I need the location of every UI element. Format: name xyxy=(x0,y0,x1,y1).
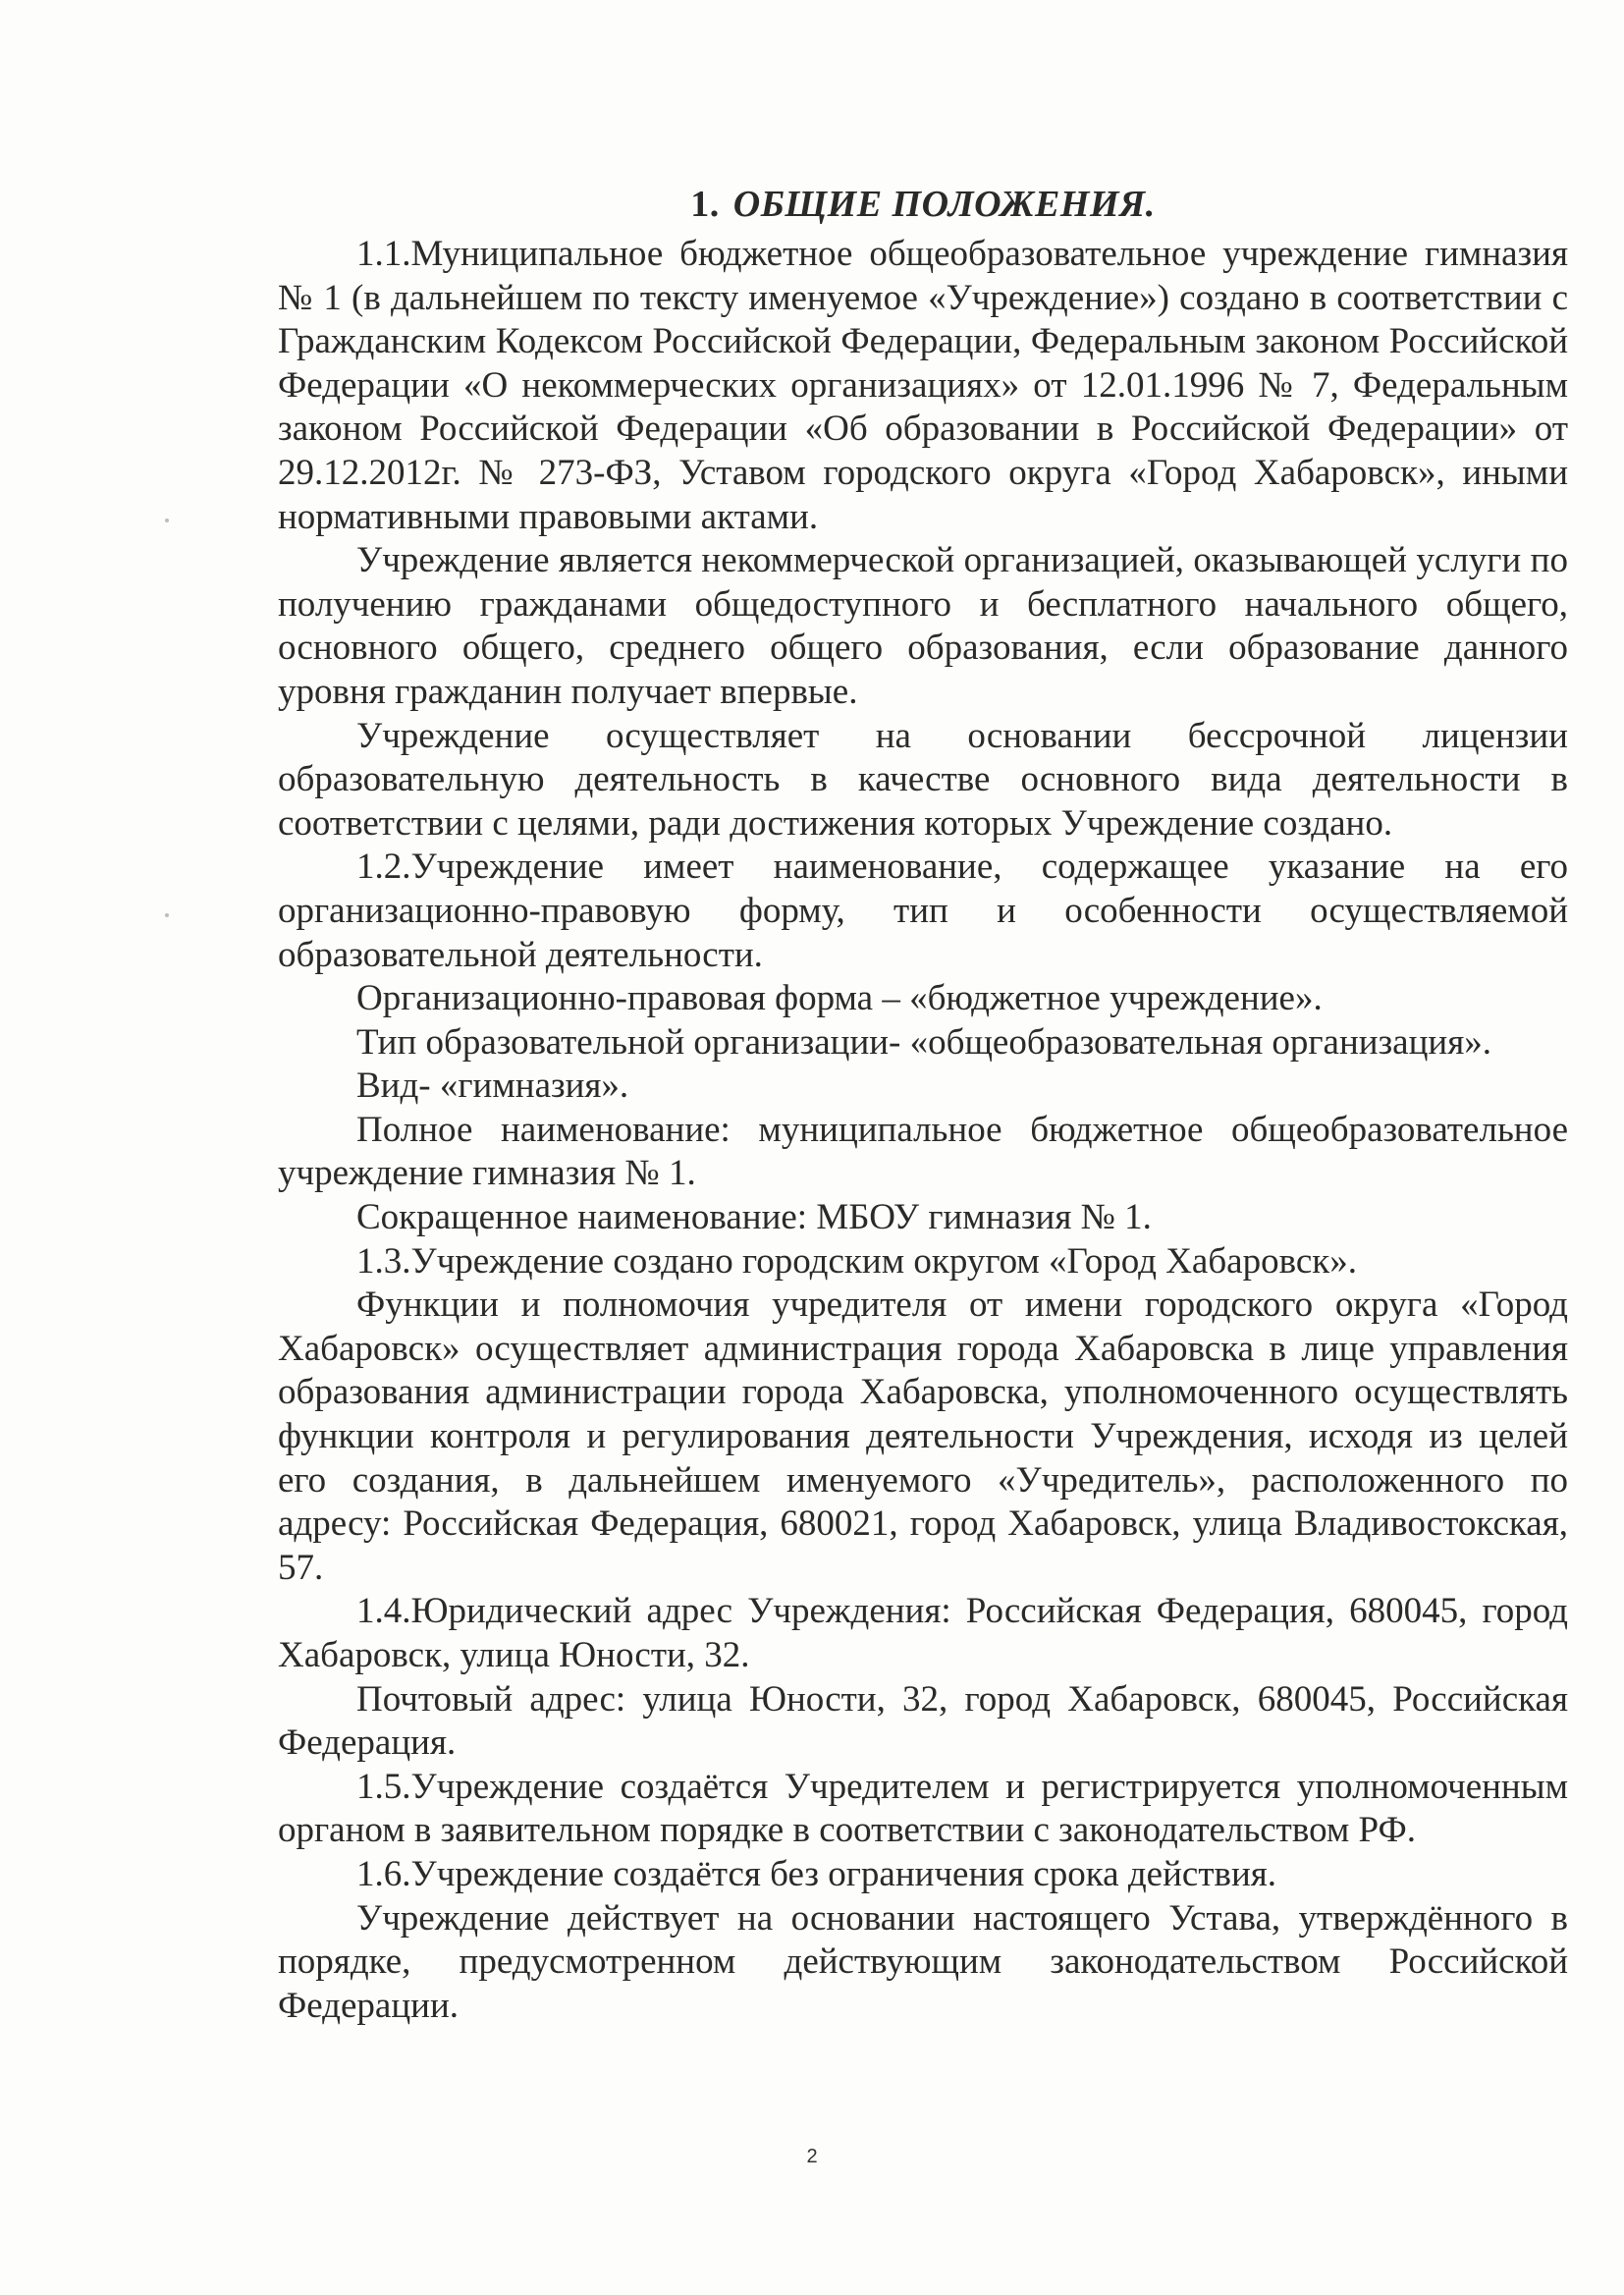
paragraph-short-name: Сокращенное наименование: МБОУ гимназия № 1. xyxy=(356,1197,1152,1238)
paragraph-org-type: Тип образовательной организации- «общеобразовательная организация». xyxy=(356,1021,1491,1063)
paragraph-legal-form: Организационно-правовая форма – «бюджетное учреждение». xyxy=(356,978,1323,1019)
paragraph-1-3: 1.3.Учреждение создано городским округом «Город Хабаровск». xyxy=(356,1240,1357,1282)
paragraph-license: Учреждение осуществляет на основании бессрочной лицензии образовательную деятельность в качестве основного вида деятельности в соответствии с целями, ради достижения которых Учреждение создано. xyxy=(278,715,1568,844)
paragraph-full-name: Полное наименование: муниципальное бюджетное общеобразовательное учреждение гимназия № 1. xyxy=(278,1109,1568,1194)
section-number: 1. xyxy=(690,184,720,225)
paragraph-charter: Учреждение действует на основании настоящего Устава, утверждённого в порядке, предусмотренном действующим законодательством Российской Федерации. xyxy=(278,1897,1568,2026)
section-title: ОБЩИЕ ПОЛОЖЕНИЯ. xyxy=(732,184,1156,225)
paragraph-nonprofit-status: Учреждение является некоммерческой организацией, оказывающей услуги по получению гражданами общедоступного и бесплатного начального общего, основного общего, среднего общего образования, если образование данного уровня гражданин получает впервые. xyxy=(278,540,1568,712)
paragraph-1-4: 1.4.Юридический адрес Учреждения: Российская Федерация, 680045, город Хабаровск, улица Юности, 32. xyxy=(278,1591,1568,1675)
scan-dust-mark xyxy=(165,519,169,522)
section-heading xyxy=(278,180,1568,229)
document-body xyxy=(278,180,1568,2028)
paragraph-1-1: 1.1.Муниципальное бюджетное общеобразовательное учреждение гимназия № 1 (в дальнейшем по тексту именуемое «Учреждение») создано в соответствии с Гражданским Кодексом Российской Федерации, Федеральным законом Российской Федерации «О некоммерческих организациях» от 12.01.1996 № 7, Федеральным законом Российской Федерации «Об образовании в Российской Федерации» от 29.12.2012г. № 273-ФЗ, Уставом городского округа «Город Хабаровск», иными нормативными правовыми актами. xyxy=(278,234,1568,537)
paragraph-1-6: 1.6.Учреждение создаётся без ограничения срока действия. xyxy=(356,1853,1277,1894)
paragraph-1-5: 1.5.Учреждение создаётся Учредителем и регистрируется уполномоченным органом в заявительном порядке в соответствии с законодательством РФ. xyxy=(278,1766,1568,1851)
paragraph-postal-address: Почтовый адрес: улица Юности, 32, город Хабаровск, 680045, Российская Федерация. xyxy=(278,1678,1568,1764)
paragraph-org-kind: Вид- «гимназия». xyxy=(356,1066,629,1107)
scan-dust-mark xyxy=(165,913,169,917)
paragraph-founder: Функции и полномочия учредителя от имени городского округа «Город Хабаровск» осуществляет администрация города Хабаровска в лице управления образования администрации города Хабаровска, уполномоченного осуществлять функции контроля и регулирования деятельности Учреждения, исходя из целей его создания, в дальнейшем именуемого «Учредитель», расположенного по адресу: Российская Федерация, 680021, город Хабаровск, улица Владивостокская, 57. xyxy=(278,1284,1568,1588)
paragraph-1-2: 1.2.Учреждение имеет наименование, содержащее указание на его организационно-правовую форму, тип и особенности осуществляемой образовательной деятельности. xyxy=(278,847,1568,975)
page-number: 2 xyxy=(806,2146,818,2167)
